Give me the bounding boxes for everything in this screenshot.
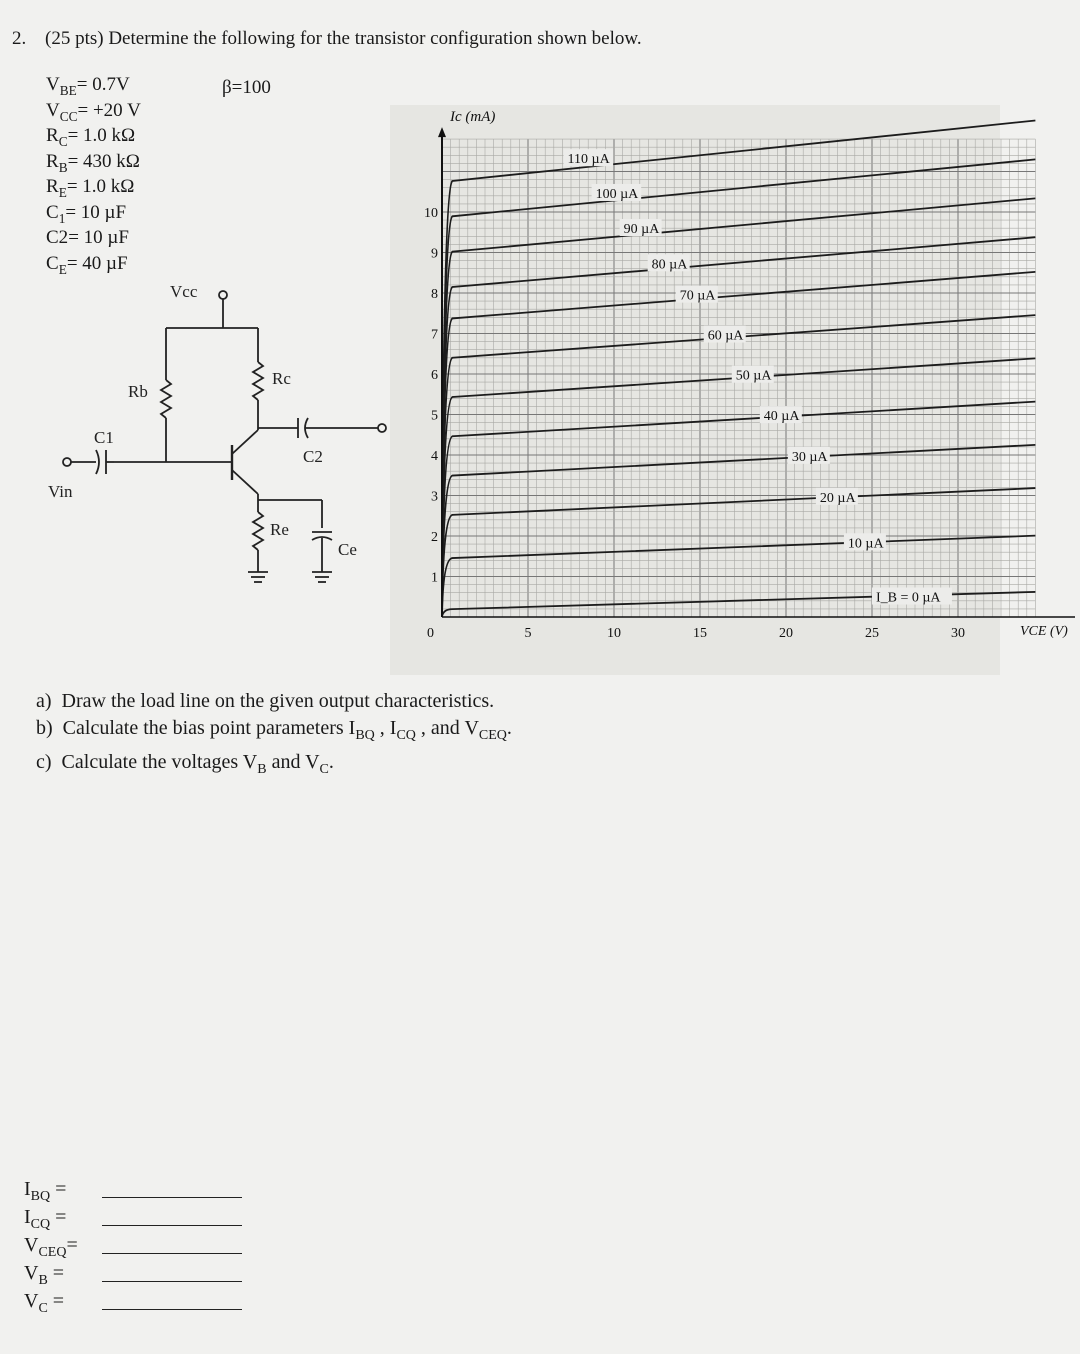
rc-resistor bbox=[253, 362, 263, 400]
circuit-schematic bbox=[0, 270, 400, 600]
y-tick-label: 6 bbox=[431, 368, 438, 383]
curve-label-10ua: 10 µA bbox=[847, 536, 884, 552]
c1-label: C1 bbox=[94, 428, 114, 447]
x-tick-label: 5 bbox=[524, 626, 532, 641]
curve-label-90ua: 90 µA bbox=[623, 222, 660, 238]
answer-label: $I_{BQ}$ = bbox=[24, 1178, 67, 1204]
y-axis-title: Ic (mA) bbox=[450, 109, 496, 125]
x-axis-title: VCE (V) bbox=[1020, 624, 1068, 639]
param-ce: $C_E= 40$ µF bbox=[46, 252, 128, 277]
y-tick-label: 2 bbox=[431, 530, 438, 545]
task-c: c) Calculate the voltages $V_B$ and $V_C$. bbox=[36, 751, 334, 777]
param-rc: $R_C= 1.0$ kΩ bbox=[46, 125, 136, 149]
curve-label-100ua: 100 µA bbox=[595, 186, 639, 202]
y-tick-label: 3 bbox=[431, 489, 438, 505]
re-resistor bbox=[253, 512, 263, 550]
question-text: (25 pts) Determine the following for the transistor configuration shown below. bbox=[45, 28, 642, 49]
task-b: b) Calculate the bias point parameters $I_{BQ}$ , $I_{CQ}$ , and $V_{CEQ}$. bbox=[36, 717, 512, 743]
curve-label-80ua: 80 µA bbox=[651, 257, 688, 273]
y-tick-label: 8 bbox=[431, 287, 438, 302]
ce-label: Ce bbox=[338, 540, 357, 559]
answer-blank[interactable] bbox=[102, 1225, 242, 1226]
curve-label-110ua: 110 µA bbox=[567, 152, 610, 168]
answer-label: $V_C$ = bbox=[24, 1290, 65, 1316]
answer-blank[interactable] bbox=[102, 1309, 242, 1310]
task-list bbox=[36, 688, 512, 783]
answer-blank[interactable] bbox=[102, 1281, 242, 1282]
curve-label-20ua: 20 µA bbox=[819, 490, 856, 506]
param-c2: C2= 10 µF bbox=[46, 227, 129, 248]
c2-label: C2 bbox=[303, 447, 323, 466]
y-tick-label: 4 bbox=[431, 449, 438, 464]
x-tick-label: 0 bbox=[427, 626, 434, 641]
vcc-label: Vcc bbox=[170, 282, 198, 301]
beta-value: β=100 bbox=[222, 77, 271, 98]
transistor-collector bbox=[232, 430, 258, 454]
curve-label-0ua: I_B = 0 µA bbox=[875, 590, 941, 606]
rc-label: Rc bbox=[272, 369, 291, 388]
param-rb: $R_B= 430$ kΩ bbox=[46, 150, 140, 175]
re-label: Re bbox=[270, 520, 289, 539]
vcc-terminal bbox=[219, 291, 227, 299]
answer-blank[interactable] bbox=[102, 1197, 242, 1198]
y-tick-label: 7 bbox=[431, 327, 438, 343]
answer-label: $V_B$ = bbox=[24, 1262, 65, 1288]
curve-label-70ua: 70 µA bbox=[679, 288, 716, 304]
param-c1: $C_1= 10$ µF bbox=[46, 201, 127, 226]
rb-label: Rb bbox=[128, 382, 148, 401]
answer-label: $I_{CQ}$ = bbox=[24, 1206, 67, 1232]
x-tick-label: 30 bbox=[951, 626, 965, 641]
y-tick-label: 5 bbox=[431, 408, 438, 424]
y-tick-label: 9 bbox=[431, 246, 438, 262]
task-a: a) Draw the load line on the given output characteristics. bbox=[36, 690, 495, 712]
y-tick-label: 1 bbox=[431, 570, 438, 586]
curve-label-40ua: 40 µA bbox=[763, 409, 800, 425]
param-vcc: $V_{CC}= +20$ V bbox=[46, 99, 141, 124]
output-characteristics-chart bbox=[380, 95, 1075, 680]
curve-label-60ua: 60 µA bbox=[707, 328, 744, 344]
x-tick-label: 10 bbox=[607, 626, 621, 641]
param-vbe: $V_{BE}= 0.7V$ bbox=[46, 74, 130, 98]
x-tick-label: 15 bbox=[693, 626, 707, 641]
transistor-emitter bbox=[232, 470, 258, 494]
answer-label: $V_{CEQ}=$ bbox=[24, 1234, 78, 1260]
param-re: $R_E= 1.0$ kΩ bbox=[46, 176, 135, 200]
rb-resistor bbox=[161, 380, 171, 418]
curve-label-50ua: 50 µA bbox=[735, 368, 772, 384]
question-number: 2. bbox=[12, 28, 27, 49]
question-heading bbox=[12, 28, 642, 50]
y-tick-label: 10 bbox=[424, 206, 438, 221]
answer-blank[interactable] bbox=[102, 1253, 242, 1254]
curve-label-30ua: 30 µA bbox=[791, 449, 828, 465]
vin-terminal bbox=[63, 458, 71, 466]
c1-plate-curved bbox=[96, 450, 99, 474]
x-tick-label: 25 bbox=[865, 626, 879, 641]
x-tick-label: 20 bbox=[779, 626, 793, 641]
vin-label: Vin bbox=[48, 482, 73, 501]
